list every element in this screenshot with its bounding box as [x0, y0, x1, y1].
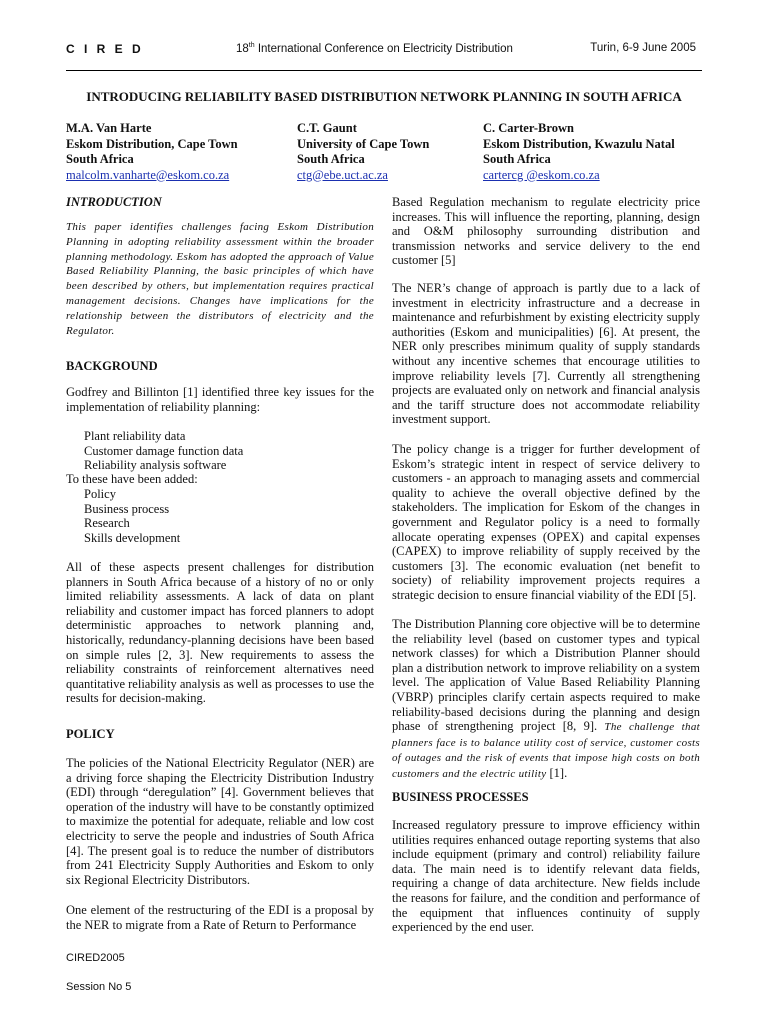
citation: [1].	[546, 765, 568, 780]
author-name: C.T. Gaunt	[297, 121, 357, 135]
conf-title: International Conference on Electricity Distribution	[254, 42, 513, 55]
paper-title: INTRODUCING RELIABILITY BASED DISTRIBUTION NETWORK PLANNING IN SOUTH AFRICA	[86, 89, 682, 104]
header-conference	[236, 42, 513, 55]
author-org: Eskom Distribution, Kwazulu Natal	[483, 136, 675, 151]
heading-introduction: INTRODUCTION	[66, 195, 162, 209]
list-item: Policy	[84, 487, 116, 501]
list-item: Business process	[84, 501, 170, 516]
abstract-text: This paper identifies challenges facing Eskom Distribution Planning in adopting reliability assessment within the broader planning methodology. Eskom has adopted the approach of Value Based Reliability Planning, the basic principles of which have been described by others, but implementation requires practical management decisions. Changes have implications for the relationship between the distributors of electricity and the Regulator.	[66, 221, 374, 337]
list-item: Reliability analysis software	[84, 458, 227, 473]
list-item: Research	[84, 516, 130, 531]
author-org: University of Cape Town	[297, 136, 430, 151]
policy-paragraph-1: The policies of the National Electricity Regulator (NER) are a driving force shaping the Electricity Distribution Industry (EDI) through “deregulation” [4]. Government believes that operation of the industry will have to be constantly optimized to maximize the potential for adequate, reliable and low cost electricity to serve the people and industries of South Africa [4]. The present goal is to reduce the number of distributors from 241 Electricity Supply Authorities and Eskom to only six Regional Electricity Distributors.	[66, 756, 374, 887]
author-country: South Africa	[297, 152, 365, 166]
author-org: Eskom Distribution, Cape Town	[66, 136, 238, 151]
vbrp-text: The Distribution Planning core objective will be to determine the reliability level (based on customer types and typical network classes) for which a Distribution Planner should plan a distribution network to improve reliability on a system level. The application of Value Based Reliability Planning (VBRP) principles clarify certain aspects required to make reliability-based decisions during the planning and design phase of strengthening project [8, 9].	[392, 617, 700, 734]
key-issues-list	[84, 429, 243, 473]
footer-cired: CIRED2005	[66, 952, 125, 964]
author-3	[483, 121, 675, 183]
added-items-list	[84, 487, 180, 545]
heading-background: BACKGROUND	[66, 359, 158, 373]
background-paragraph-2: All of these aspects present challenges for distribution planners in South Africa because of a history of no or only limited reliability assessments. A lack of data on plant reliability and customer impact has forced planners to adopt deterministic approaches to network planning and, historically, redundancy-planning decisions have been based on simple rules [2, 3]. New requirements to assess the reliability constraints of reinforcement alternatives need quantitative reliability analysis as well as processes to use the results for decision-making.	[66, 560, 374, 706]
heading-business-processes: BUSINESS PROCESSES	[392, 790, 529, 804]
list-item: Plant reliability data	[84, 429, 186, 443]
list-item: Skills development	[84, 530, 181, 545]
right-paragraph-2: The NER’s change of approach is partly due to a lack of investment in electricity infrastructure and a decrease in maintenance and refurbishment by existing electricity supply authorities (Eskom and municipalities) [6]. At present, the NER only prescribes minimum quality of supply standards without any incentive schemes that encourage utilities to improve reliability levels [7]. Currently all strengthening projects are evaluated only on network and financial analysis and the tariff structure does not accommodate reliability investment support.	[392, 281, 700, 427]
author-name: C. Carter-Brown	[483, 121, 574, 135]
header-location-date: Turin, 6-9 June 2005	[590, 42, 696, 54]
background-paragraph-1: Godfrey and Billinton [1] identified three key issues for the implementation of reliability planning:	[66, 385, 374, 414]
author-country: South Africa	[483, 152, 551, 166]
right-paragraph-3: The policy change is a trigger for further development of Eskom’s strategic intent in respect of service delivery to customers - an approach to managing assets and commercial quality to achieve the overall objective defined by the stakeholders. The implication for Eskom of the changes in government and Regulator policy is a need to formally allocate operating expenses (OPEX) and capital expenses (CAPEX) to improve reliability of supply received by the customers [3]. The economic evaluation (net benefit to society) of reliability improvement projects requires a strategic decision to ensure financial viability of the EDI [5].	[392, 442, 700, 602]
policy-paragraph-2: One element of the restructuring of the EDI is a proposal by the NER to migrate from a Rate of Return to Performance	[66, 903, 374, 932]
footer-session: Session No 5	[66, 981, 132, 993]
author-email-link[interactable]: cartercg @eskom.co.za	[483, 167, 600, 182]
header-cired: C I R E D	[66, 42, 144, 56]
business-paragraph: Increased regulatory pressure to improve efficiency within utilities requires enhanced outage reporting systems that also include equipment (primary and control) reliability failure data. The main need is to identify relevant data fields, requiring a change of data architecture. New fields include the reasons for failure, and the condition and performance of the equipment that influences continuity of supply experienced by the end user.	[392, 818, 700, 935]
conf-number: 18	[236, 42, 249, 55]
author-email-link[interactable]: malcolm.vanharte@eskom.co.za	[66, 167, 230, 182]
author-email-link[interactable]: ctg@ebe.uct.ac.za	[297, 167, 388, 182]
right-paragraph-1: Based Regulation mechanism to regulate electricity price increases. This will influence the reporting, planning, design and O&M philosophy surrounding distribution and transmission networks and service delivery to the end customer [5]	[392, 195, 700, 268]
list-item: Customer damage function data	[84, 443, 244, 458]
author-1	[66, 121, 238, 183]
added-intro: To these have been added:	[66, 472, 198, 486]
conf-superscript: th	[248, 42, 255, 49]
author-country: South Africa	[66, 152, 134, 166]
author-2	[297, 121, 429, 183]
author-name: M.A. Van Harte	[66, 121, 152, 135]
heading-policy: POLICY	[66, 727, 115, 741]
header-rule	[66, 70, 702, 71]
right-paragraph-4	[392, 617, 700, 782]
challenge-quote: The challenge that planners face is to balance utility cost of service, customer costs of outages and the risk of events that impose high costs on both customers and the electric utility	[392, 721, 700, 780]
